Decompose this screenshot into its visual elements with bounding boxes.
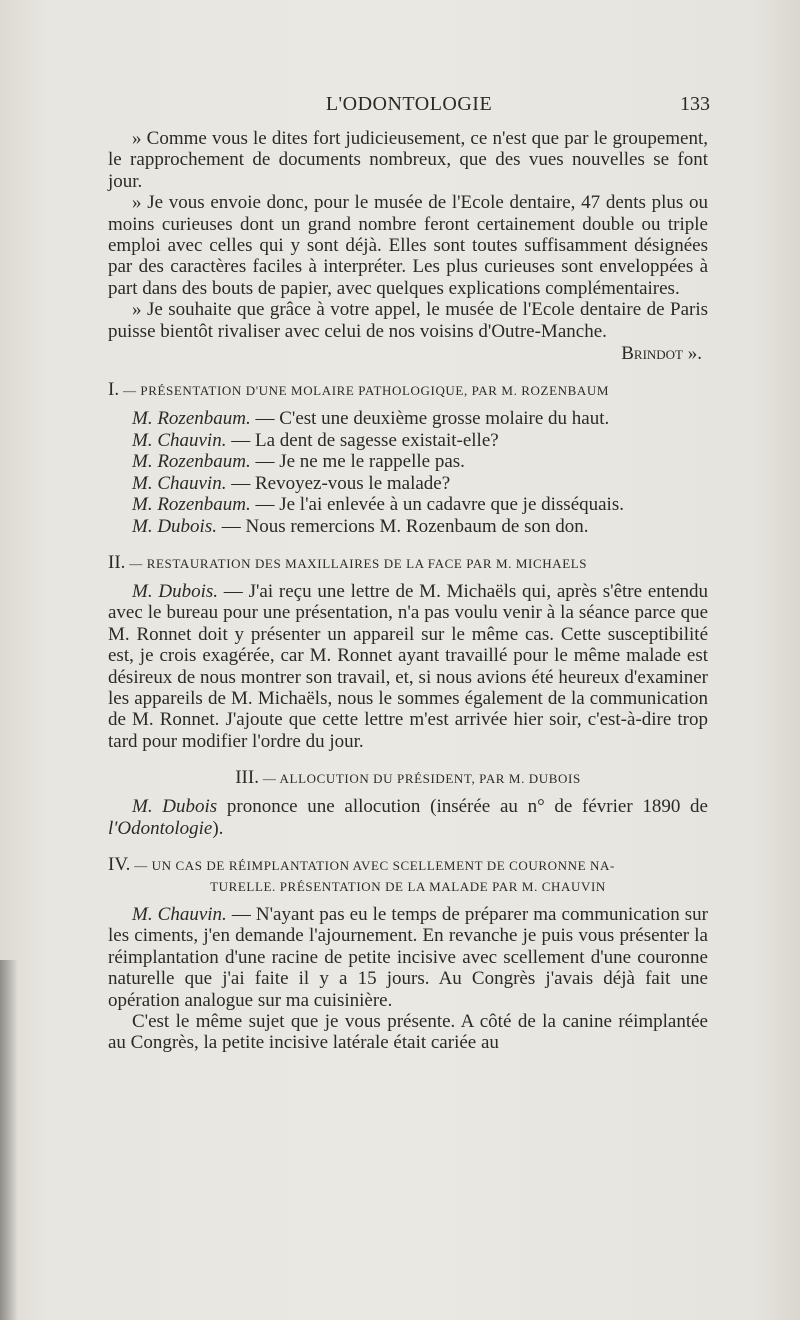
dialogue-line (108, 473, 708, 494)
section-3-end: ). (212, 817, 224, 839)
dialogue-line (108, 451, 708, 472)
speaker-name: M. Dubois (132, 796, 218, 818)
dialogue-text: — La dent de sagesse existait-elle? (226, 429, 499, 451)
page-header (108, 93, 710, 121)
section-2-title: — RESTAURATION DES MAXILLAIRES DE LA FACE PAR M. MICHAELS (129, 555, 588, 571)
page-body (108, 128, 708, 1054)
section-4-title-line-2: TURELLE. PRÉSENTATION DE LA MALADE PAR M. CHAUVIN (210, 878, 606, 894)
dialogue-line (108, 494, 708, 515)
letter-paragraph-3: » Je souhaite que grâce à votre appel, le musée de l'Ecole dentaire de Paris puisse bientôt rivaliser avec celui de nos voisins d'Outre-Manche. (108, 299, 708, 342)
page-edge-shadow (0, 960, 18, 1320)
page-number: 133 (680, 93, 710, 115)
speaker-name: M. Rozenbaum. (132, 494, 251, 516)
speaker-name: M. Dubois. (132, 515, 217, 537)
section-2-text: — J'ai reçu une lettre de M. Michaëls qui, après s'être entendu avec le bureau pour une présentation, n'a pas voulu venir à la séance parce que M. Ronnet doit y présenter un appareil sur le même cas. Cette susceptibilité est, je crois exagérée, car M. Ronnet ayant travaillé pour le même malade est désireux de nous montrer son travail, et, si nous avions été heureux d'examiner les appareils de M. Michaëls, nous le sommes également de la communication de M. Ronnet. J'ajoute que cette lettre m'est arrivée hier soir, c'est-à-dire trop tard pour modifier l'ordre du jour. (108, 580, 708, 752)
dialogue-text: — Nous remercions M. Rozenbaum de son don. (216, 515, 589, 537)
dialogue-text: — Revoyez-vous le malade? (226, 472, 451, 494)
speaker-name: M. Rozenbaum. (132, 408, 251, 430)
section-2-paragraph (108, 581, 708, 752)
section-4-title-line-1: — UN CAS DE RÉIMPLANTATION AVEC SCELLEMENT DE COURONNE NA- (134, 857, 615, 873)
speaker-name: M. Chauvin. (132, 472, 227, 494)
section-4-heading (108, 854, 708, 897)
running-head: L'ODONTOLOGIE (325, 93, 493, 115)
journal-title: l'Odontologie (108, 817, 213, 839)
dialogue-text: — Je ne me le rappelle pas. (250, 451, 465, 473)
section-4-paragraph-2: C'est le même sujet que je vous présente. A côté de la canine réimplantée au Congrès, la petite incisive latérale était cariée au (108, 1011, 708, 1054)
section-1-number: I. (108, 379, 120, 401)
dialogue-line (108, 516, 708, 537)
letter-paragraph-1: » Comme vous le dites fort judicieusement, ce n'est que par le groupement, le rapprochement de documents nombreux, que des vues nouvelles se font jour. (108, 128, 708, 192)
section-3-title: — ALLOCUTION DU PRÉSIDENT, PAR M. DUBOIS (262, 771, 581, 787)
dialogue-line (108, 408, 708, 429)
speaker-name: M. Dubois. (132, 580, 219, 602)
letter-paragraph-2: » Je vous envoie donc, pour le musée de l'Ecole dentaire, 47 dents plus ou moins curieuses dont un grand nombre feront certainement double ou triple emploi avec celles qui y sont déjà. Elles sont toutes suffisamment désignées par des caractères faciles à interpréter. Les plus curieuses sont enveloppées à part dans des bouts de papier, avec quelques explications complémentaires. (108, 192, 708, 299)
section-3-text: prononce une allocution (insérée au n° de février 1890 de (217, 796, 708, 818)
dialogue-line (108, 430, 708, 451)
section-2-number: II. (108, 551, 126, 573)
section-2-heading (108, 552, 708, 574)
section-1-title: — PRÉSENTATION D'UNE MOLAIRE PATHOLOGIQUE, PAR M. ROZENBAUM (122, 383, 610, 399)
section-4-paragraph-1 (108, 904, 708, 1011)
section-1-heading (108, 379, 708, 401)
dialogue-text: — Je l'ai enlevée à un cadavre que je disséquais. (250, 494, 624, 516)
section-3-number: III. (235, 767, 259, 789)
section-4-text: — N'ayant pas eu le temps de préparer ma communication sur les ciments, j'en demande l'ajournement. En revanche je puis vous présenter la réimplantation d'une racine de petite incisive avec scellement d'une couronne naturelle que j'ai faite il y a 15 jours. Au Congrès j'avais déjà fait une opération analogue sur ma cuisinière. (108, 903, 708, 1011)
section-4-number: IV. (108, 853, 131, 875)
dialogue-text: — C'est une deuxième grosse molaire du haut. (250, 408, 610, 430)
speaker-name: M. Chauvin. (132, 903, 227, 925)
section-3-paragraph (108, 796, 708, 839)
speaker-name: M. Rozenbaum. (132, 451, 251, 473)
speaker-name: M. Chauvin. (132, 429, 227, 451)
letter-signature: Brindot ». (621, 343, 702, 365)
section-3-heading (108, 767, 708, 789)
